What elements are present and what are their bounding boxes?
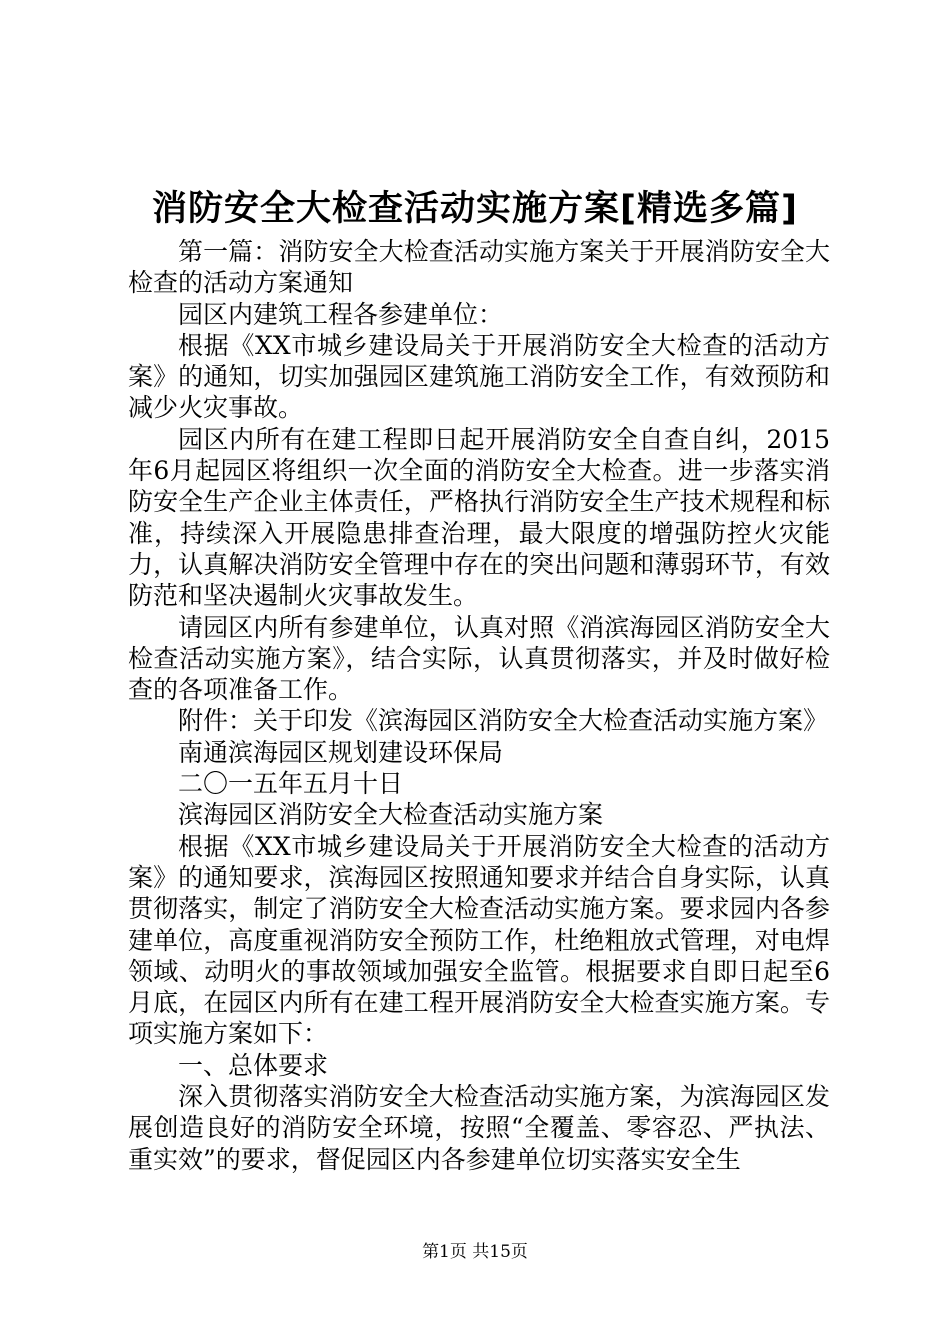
paragraph: 根据《XX市城乡建设局关于开展消防安全大检查的活动方案》的通知，切实加强园区建筑施工消防安全工作，有效预防和减少火灾事故。 bbox=[128, 330, 830, 423]
page-number-footer: 第1页 共15页 bbox=[422, 1242, 528, 1262]
paragraph-date: 二〇一五年五月十日 bbox=[178, 769, 404, 799]
paragraph-attachment: 附件：关于印发《滨海园区消防安全大检查活动实施方案》 bbox=[178, 706, 829, 736]
section-heading: 一、总体要求 bbox=[178, 1050, 329, 1080]
paragraph-part-one-heading: 第一篇：消防安全大检查活动实施方案关于开展消防安全大检查的活动方案通知 bbox=[128, 237, 830, 298]
paragraph: 请园区内所有参建单位，认真对照《消滨海园区消防安全大检查活动实施方案》，结合实际，认真贯彻落实，并及时做好检查的各项准备工作。 bbox=[128, 612, 830, 705]
document-title: 消防安全大检查活动实施方案[精选多篇] bbox=[152, 189, 798, 229]
paragraph: 根据《XX市城乡建设局关于开展消防安全大检查的活动方案》的通知要求，滨海园区按照通知要求并结合自身实际，认真贯彻落实，制定了消防安全大检查活动实施方案。要求园内各参建单位，高度重视消防安全预防工作，杜绝粗放式管理，对电焊领域、动明火的事故领域加强安全监管。根据要求自即日起至6月底，在园区内所有在建工程开展消防安全大检查实施方案。专项实施方案如下： bbox=[128, 831, 830, 1049]
paragraph: 园区内所有在建工程即日起开展消防安全自查自纠，2015年6月起园区将组织一次全面的消防安全大检查。进一步落实消防安全生产企业主体责任，严格执行消防安全生产技术规程和标准，持续深入开展隐患排查治理，最大限度的增强防控火灾能力，认真解决消防安全管理中存在的突出问题和薄弱环节，有效防范和坚决遏制火灾事故发生。 bbox=[128, 424, 830, 611]
document-body bbox=[128, 236, 830, 1175]
paragraph-salutation: 园区内建筑工程各参建单位： bbox=[178, 299, 504, 329]
paragraph-issuer: 南通滨海园区规划建设环保局 bbox=[178, 737, 504, 767]
paragraph-subtitle: 滨海园区消防安全大检查活动实施方案 bbox=[178, 800, 604, 830]
paragraph: 深入贯彻落实消防安全大检查活动实施方案，为滨海园区发展创造良好的消防安全环境，按照“全覆盖、零容忍、严执法、重实效”的要求，督促园区内各参建单位切实落实安全生 bbox=[128, 1082, 830, 1174]
